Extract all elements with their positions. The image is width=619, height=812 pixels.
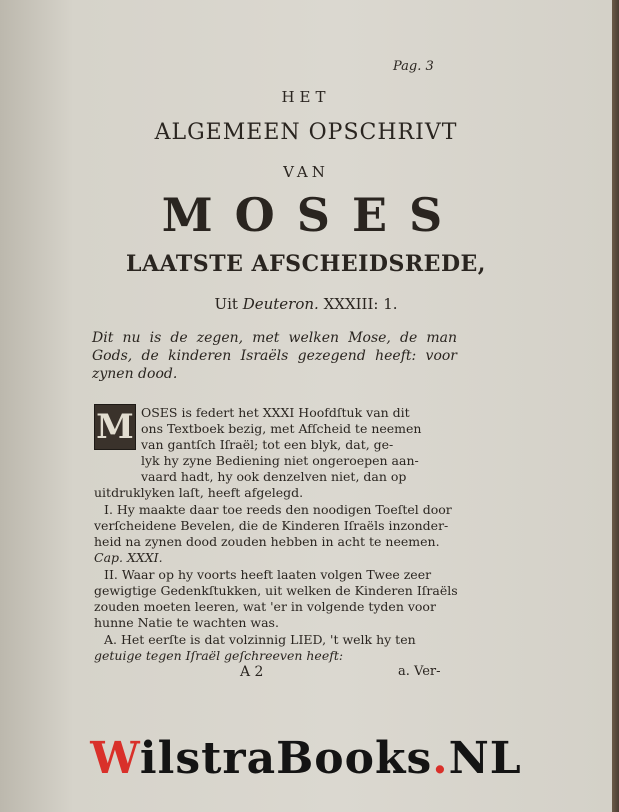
- title-moses: MOSES: [161, 188, 465, 242]
- source-ref: XXXIII: 1.: [323, 295, 398, 313]
- page-number: Pag. 3: [393, 59, 434, 74]
- body-line: uitdruklyken laſt, heeft afgelegd.: [94, 485, 304, 500]
- source-uit: Uit: [214, 295, 238, 313]
- body-line: A. Het eerſte is dat volzinnig LIED, 't welk hy ten: [104, 632, 416, 647]
- watermark-logo: [0, 733, 612, 784]
- title-laatste: LAATSTE AFSCHEIDSREDE,: [126, 251, 486, 277]
- source-reference: [0, 295, 612, 313]
- body-line: ons Textboek bezig, met Afſcheid te neemen: [141, 421, 422, 436]
- decorated-initial: M: [94, 404, 136, 450]
- body-line: II. Waar op hy voorts heeft laaten volgen Twee zeer: [104, 567, 432, 582]
- body-line: Cap. XXXI.: [94, 550, 163, 565]
- title-algemeen: ALGEMEEN OPSCHRIVT: [154, 120, 458, 145]
- watermark-dot: .: [432, 733, 449, 784]
- body-line: verſcheidene Bevelen, die de Kinderen Iſraëls inzonder-: [94, 518, 449, 533]
- epigraph-quote: Dit nu is de zegen, met welken Mose, de man Gods, de kinderen Israëls gezegend heeft: voor zynen dood.: [92, 330, 457, 382]
- body-line: OSES is federt het XXXI Hoofdſtuk van dit: [141, 405, 410, 420]
- title-het: HET: [281, 88, 331, 106]
- source-book: Deuteron.: [242, 295, 319, 313]
- watermark-middle: ilstraBooks: [139, 733, 433, 784]
- body-line: gewigtige Gedenkſtukken, uit welken de Kinderen Iſraëls: [94, 583, 458, 598]
- body-line: vaard hadt, hy ook denzelven niet, dan op: [141, 469, 407, 484]
- signature-mark: A 2: [240, 664, 264, 680]
- body-line: zouden moeten leeren, wat 'er in volgende tyden voor: [94, 599, 436, 614]
- watermark-w: W: [90, 733, 140, 784]
- body-line: van gantſch Iſraël; tot een blyk, dat, ge-: [141, 437, 394, 452]
- catchword: a. Ver-: [398, 664, 441, 679]
- watermark-nl: NL: [448, 733, 522, 784]
- body-line: heid na zynen dood zouden hebben in acht te neemen.: [94, 534, 440, 549]
- body-line: getuige tegen Iſraël geſchreeven heeft:: [94, 648, 344, 663]
- body-line: lyk hy zyne Bediening niet ongeroepen aan-: [141, 453, 419, 468]
- book-spine-edge: [612, 0, 619, 812]
- title-van: VAN: [283, 163, 329, 181]
- body-line: I. Hy maakte daar toe reeds den noodigen Toeſtel door: [104, 502, 452, 517]
- body-line: hunne Natie te wachten was.: [94, 615, 279, 630]
